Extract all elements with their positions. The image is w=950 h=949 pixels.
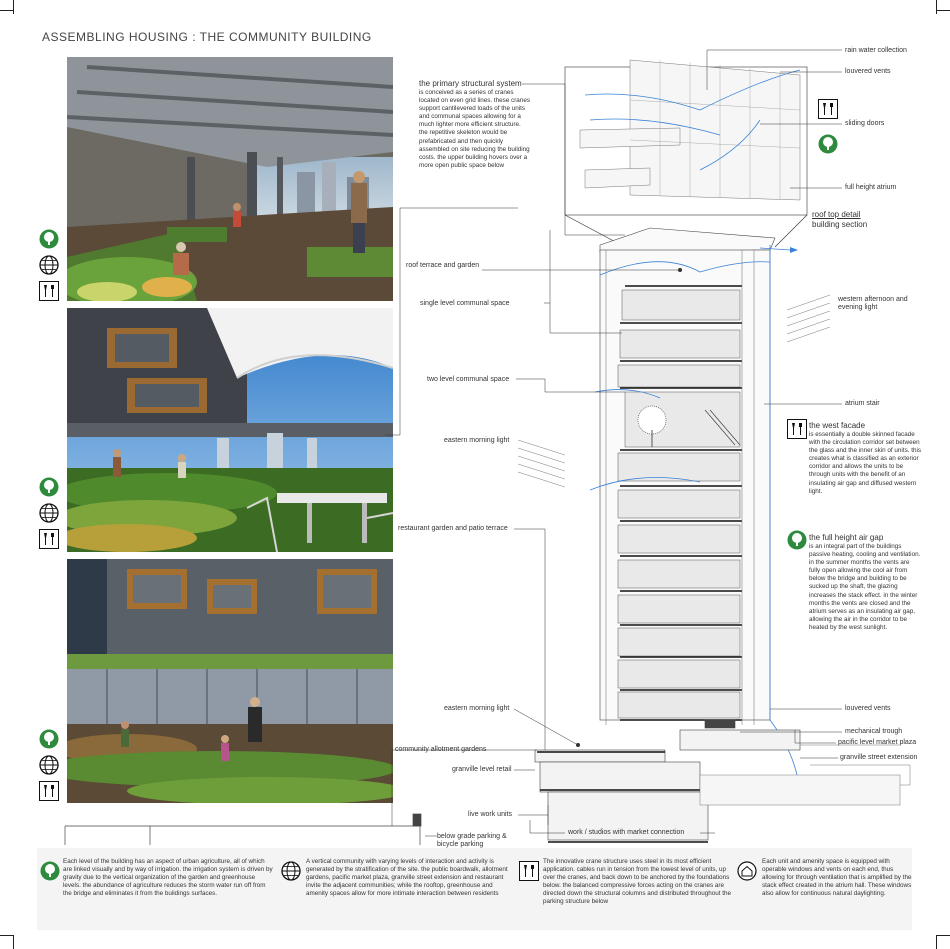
globe-icon — [281, 861, 301, 881]
tools-icon — [519, 861, 539, 881]
parking-line1: below grade parking & — [437, 833, 507, 840]
label-mechanical-trough: mechanical trough — [845, 728, 903, 735]
label-two-level: two level communal space — [427, 376, 510, 383]
west-facade-body: is essentially a double skinned facade with the circulation corridor set between the glass and the inner skin of units. this creates what is classified as an exterior corridor and allows the units to be through units with the benefit of an insulating air gap and diffused western light. — [809, 431, 922, 495]
label-community-gardens: community allotment gardens — [395, 746, 487, 753]
label-live-work: live work units — [468, 811, 512, 818]
roof-top-detail-label: roof top detail — [812, 210, 861, 219]
label-granville-retail: granville level retail — [452, 766, 512, 773]
west-facade-heading: the west facade — [809, 421, 866, 430]
tree-icon — [818, 134, 838, 154]
label-work-studios: work / studios with market connection — [568, 829, 685, 836]
building-section-label: building section — [812, 220, 868, 229]
label-granville-extension: granville street extension — [840, 754, 918, 761]
tools-icon — [818, 99, 838, 119]
tools-icon — [787, 419, 807, 439]
footer-structure-text: The innovative crane structure uses steel in its most efficient application. cables run in tension from the lowest level of units, up over the cranes, and back down to be anchored by the foundations below. the balanced compressive forces acting on the cranes are directed down the structural columns and distributed throughout the parking structure below — [543, 858, 731, 906]
label-parking — [437, 833, 507, 849]
roof-top-detail-title — [812, 210, 867, 230]
footer-community-text: A vertical community with varying levels of interaction and activity is generated by the stratification of the site. the public boardwalk, allotment gardens, pacific market plaza, granville street extension and restaurant invite the adjacent communities; while the rooftop, greenhouse and amenity spaces allow for more intimate interaction between residents — [306, 858, 508, 898]
parking-line2: bicycle parking — [437, 841, 484, 848]
air-gap-body: is an integral part of the buildings passive heating, cooling and ventilation. in the summer months the vents are fully open allowing the cool air from below the bridge and building to be sucked up the shaft, the glazing increases the stack effect. in the winter months the vents are closed and the atrium serves as an insulating air gap, allowing the air in the corridor to be heated by the west sunlight. — [809, 543, 921, 631]
label-roof-terrace: roof terrace and garden — [406, 262, 480, 269]
label-eastern-light-1: eastern morning light — [444, 437, 510, 444]
label-pacific-plaza: pacific level market plaza — [838, 739, 917, 746]
label-louvered-vents-top: louvered vents — [845, 68, 891, 75]
western-light-line1: western afternoon and — [838, 296, 908, 303]
label-restaurant-garden: restaurant garden and patio terrace — [398, 525, 508, 532]
label-atrium-stair: atrium stair — [845, 400, 880, 407]
footer-ventilation-text: Each unit and amenity space is equipped with operable windows and vents on each end, thus allowing for through ventilation that is amplified by the stack effect created in the atrium hall. These windows also allow for continuous natural daylighting. — [762, 858, 912, 898]
structural-heading: the primary structural system — [419, 79, 522, 88]
label-full-height-atrium: full height atrium — [845, 184, 897, 191]
label-louvered-vents-bottom: louvered vents — [845, 705, 891, 712]
west-facade-text — [809, 421, 921, 496]
label-eastern-light-2: eastern morning light — [444, 705, 510, 712]
label-western-light — [838, 296, 908, 312]
western-light-line2: evening light — [838, 304, 878, 311]
label-rain-water: rain water collection — [845, 47, 907, 54]
air-gap-heading: the full height air gap — [809, 533, 884, 542]
label-sliding-doors: sliding doors — [845, 120, 885, 127]
footer-agriculture-text: Each level of the building has an aspect of urban agriculture, all of which are linked visually and by way of irrigation. the irrigation system is driven by gravity due to the vertical organization of the garden and greenhouse levels. the abundance of agriculture reduces the storm water run off from the bridge and eliminates it from the buildings surfaces. — [63, 858, 273, 898]
air-gap-text — [809, 533, 921, 632]
page-title: ASSEMBLING HOUSING : THE COMMUNITY BUILDING — [42, 30, 372, 44]
tree-icon — [787, 530, 807, 550]
tree-icon — [40, 861, 60, 881]
house-icon — [737, 861, 757, 881]
structural-system-text — [419, 79, 531, 170]
structural-body: is conceived as a series of cranes located on even grid lines. these cranes support cantilevered loads of the units and communal spaces allowing for a much lighter more efficient structure. the repetitive skeleton would be prefabricated and then quickly assembled on site reducing the building costs. the upper building hovers over a more open public space below — [419, 89, 530, 169]
label-single-level: single level communal space — [420, 300, 510, 307]
